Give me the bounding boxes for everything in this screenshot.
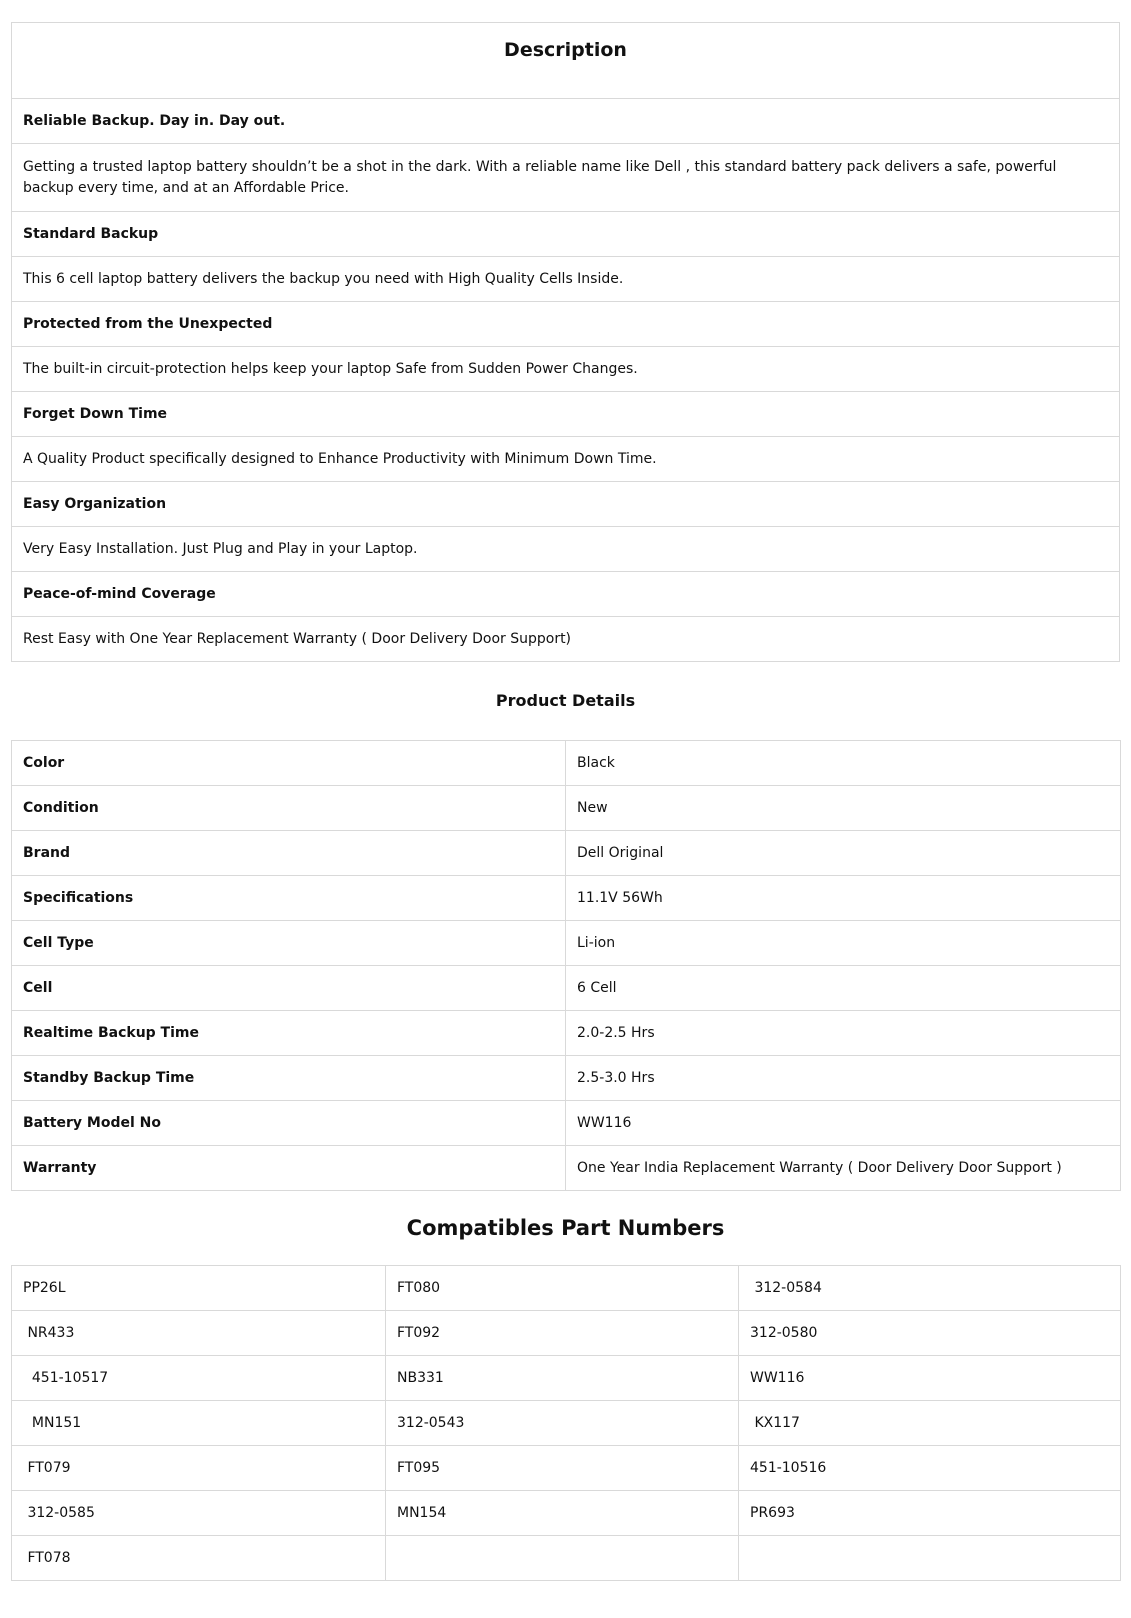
detail-label: Standby Backup Time — [12, 1056, 566, 1101]
part-number-cell: NB331 — [386, 1356, 739, 1401]
compatible-parts-title: Compatibles Part Numbers — [406, 1216, 725, 1240]
detail-label: Condition — [12, 786, 566, 831]
part-number-cell: FT095 — [386, 1446, 739, 1491]
section-heading: Peace-of-mind Coverage — [12, 572, 1120, 617]
description-title: Description — [12, 23, 1120, 99]
part-number-cell: PP26L — [12, 1266, 386, 1311]
detail-row — [12, 741, 1121, 786]
part-number-cell — [739, 1536, 1121, 1581]
section-text: The built-in circuit-protection helps keep your laptop Safe from Sudden Power Changes. — [12, 347, 1120, 392]
part-row — [12, 1266, 1121, 1311]
part-number-cell: 312-0580 — [739, 1311, 1121, 1356]
part-number-cell: FT092 — [386, 1311, 739, 1356]
part-number-cell: 451-10517 — [12, 1356, 386, 1401]
detail-row — [12, 1056, 1121, 1101]
section-text-row — [12, 257, 1120, 302]
compatible-parts-table — [11, 1265, 1121, 1581]
section-text: This 6 cell laptop battery delivers the backup you need with High Quality Cells Inside. — [12, 257, 1120, 302]
part-number-cell: FT079 — [12, 1446, 386, 1491]
detail-value: One Year India Replacement Warranty ( Door Delivery Door Support ) — [566, 1146, 1121, 1191]
section-text-row — [12, 617, 1120, 662]
detail-value: Dell Original — [566, 831, 1121, 876]
detail-row — [12, 1101, 1121, 1146]
part-row — [12, 1491, 1121, 1536]
part-row — [12, 1536, 1121, 1581]
part-number-cell: 312-0585 — [12, 1491, 386, 1536]
detail-label: Battery Model No — [12, 1101, 566, 1146]
detail-value: New — [566, 786, 1121, 831]
detail-value: 2.5-3.0 Hrs — [566, 1056, 1121, 1101]
product-details-table — [11, 740, 1121, 1191]
part-number-cell: MN154 — [386, 1491, 739, 1536]
detail-label: Color — [12, 741, 566, 786]
part-row — [12, 1446, 1121, 1491]
product-details-title: Product Details — [495, 691, 636, 710]
part-row — [12, 1401, 1121, 1446]
section-heading-row — [12, 302, 1120, 347]
detail-row — [12, 966, 1121, 1011]
part-row — [12, 1311, 1121, 1356]
detail-row — [12, 1146, 1121, 1191]
detail-row — [12, 876, 1121, 921]
section-text-row — [12, 144, 1120, 212]
description-title-row — [12, 23, 1120, 99]
detail-label: Realtime Backup Time — [12, 1011, 566, 1056]
part-number-cell: MN151 — [12, 1401, 386, 1446]
detail-value: WW116 — [566, 1101, 1121, 1146]
detail-value: 2.0-2.5 Hrs — [566, 1011, 1121, 1056]
section-text: Getting a trusted laptop battery shouldn’t be a shot in the dark. With a reliable name like Dell , this standard battery pack delivers a safe, powerful backup every time, and at an Affordable Price. — [12, 144, 1120, 212]
detail-label: Brand — [12, 831, 566, 876]
detail-value: Li-ion — [566, 921, 1121, 966]
section-heading: Forget Down Time — [12, 392, 1120, 437]
section-heading-row — [12, 99, 1120, 144]
section-text: Rest Easy with One Year Replacement Warranty ( Door Delivery Door Support) — [12, 617, 1120, 662]
description-table — [11, 22, 1120, 662]
detail-row — [12, 921, 1121, 966]
detail-value: 11.1V 56Wh — [566, 876, 1121, 921]
section-text: Very Easy Installation. Just Plug and Play in your Laptop. — [12, 527, 1120, 572]
section-text-row — [12, 347, 1120, 392]
section-text-row — [12, 527, 1120, 572]
part-number-cell: FT080 — [386, 1266, 739, 1311]
part-number-cell: 312-0584 — [739, 1266, 1121, 1311]
part-row — [12, 1356, 1121, 1401]
section-text-row — [12, 437, 1120, 482]
detail-label: Warranty — [12, 1146, 566, 1191]
part-number-cell: NR433 — [12, 1311, 386, 1356]
section-heading-row — [12, 572, 1120, 617]
section-heading-row — [12, 482, 1120, 527]
detail-row — [12, 786, 1121, 831]
detail-value: Black — [566, 741, 1121, 786]
detail-label: Cell — [12, 966, 566, 1011]
section-heading: Protected from the Unexpected — [12, 302, 1120, 347]
part-number-cell: 312-0543 — [386, 1401, 739, 1446]
part-number-cell: FT078 — [12, 1536, 386, 1581]
part-number-cell: KX117 — [739, 1401, 1121, 1446]
part-number-cell: 451-10516 — [739, 1446, 1121, 1491]
section-text: A Quality Product specifically designed to Enhance Productivity with Minimum Down Time. — [12, 437, 1120, 482]
section-heading: Easy Organization — [12, 482, 1120, 527]
detail-row — [12, 1011, 1121, 1056]
part-number-cell: WW116 — [739, 1356, 1121, 1401]
part-number-cell: PR693 — [739, 1491, 1121, 1536]
section-heading-row — [12, 392, 1120, 437]
detail-label: Cell Type — [12, 921, 566, 966]
detail-row — [12, 831, 1121, 876]
section-heading: Reliable Backup. Day in. Day out. — [12, 99, 1120, 144]
section-heading: Standard Backup — [12, 212, 1120, 257]
detail-value: 6 Cell — [566, 966, 1121, 1011]
detail-label: Specifications — [12, 876, 566, 921]
section-heading-row — [12, 212, 1120, 257]
part-number-cell — [386, 1536, 739, 1581]
